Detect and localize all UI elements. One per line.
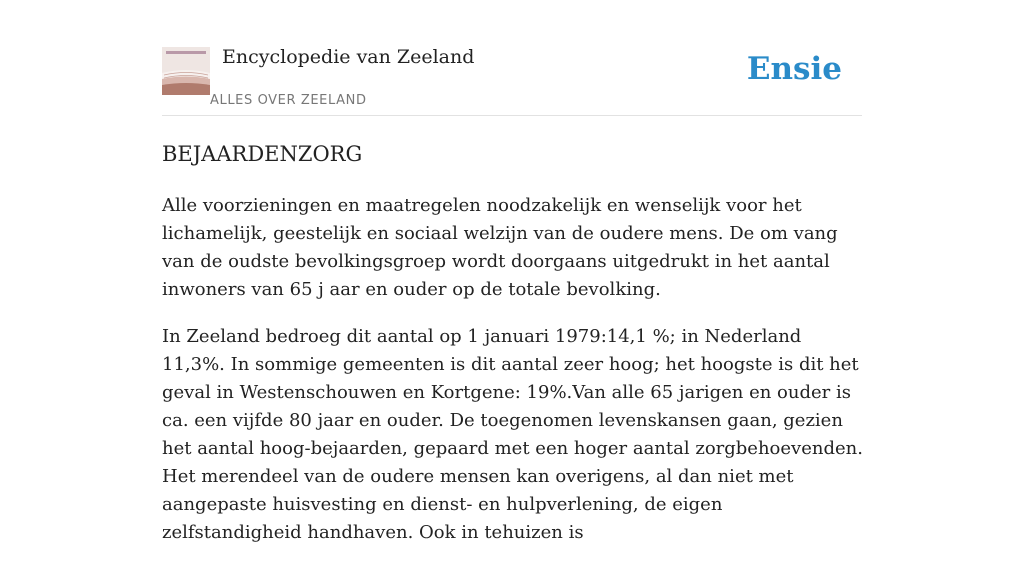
book-pages-image [162,47,210,95]
article [162,138,864,566]
article-paragraph: In Zeeland bedroeg dit aantal op 1 januari 1979:14,1 %; in Nederland 11,3%. In sommige gemeenten is dit aantal zeer hoog; het hoogste is dit het geval in Westenschouwen en Kortgene: 19%.Van alle 65 jarigen en ouder is ca. een vijfde 80 jaar en ouder. De toegenomen levenskansen gaan, gezien het aantal hoog-bejaarden, gepaard met een hoger aantal zorgbehoevenden. Het merendeel van de oudere mensen kan overigens, al dan niet met aangepaste huisvesting en dienst- en hulpverlening, de eigen zelfstandigheid handhaven. Ook in tehuizen is [162,326,863,543]
site-avatar[interactable] [162,47,210,95]
ensie-logo[interactable]: Ensie [746,51,842,87]
site-header [162,44,862,116]
site-tagline: ALLES OVER ZEELAND [210,93,367,108]
site-name[interactable]: Encyclopedie van Zeeland [222,46,475,68]
article-paragraph: Alle voorzieningen en maatregelen noodzakelijk en wenselijk voor het lichamelijk, geestelijk en sociaal welzijn van de oudere mens. De om vang van de oudste bevolkingsgroep wordt doorgaans uitgedrukt in het aantal inwoners van 65 j aar en ouder op de totale bevolking. [162,195,838,300]
article-title: BEJAARDENZORG [162,142,363,166]
